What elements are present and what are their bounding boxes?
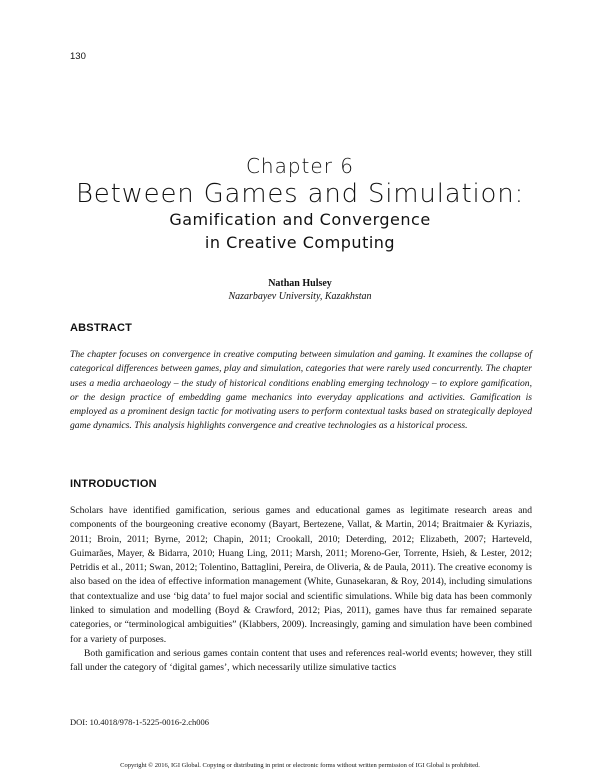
- chapter-title: Between Games and Simulation:: [75, 179, 525, 209]
- abstract-body: The chapter focuses on convergence in creative computing between simulation and gaming. It examines the collapse of categorical differences between games, play and simulation, categories that were rarely used concurrently. The chapter uses a media archaeology – the study of historical conditions enabling emerging technology – to explore gamification, or the design practice of embedding game mechanics into everyday applications and activities. Gamification is employed as a prominent design tactic for motivating users to perform contextual tasks based on strategically deployed game dynamics. This analysis highlights convergence and creative technologies as a historical process.: [70, 349, 532, 432]
- page-number: 130: [70, 51, 86, 62]
- doi: DOI: 10.4018/978-1-5225-0016-2.ch006: [70, 717, 210, 727]
- subtitle-line-1: Gamification and Convergence: [169, 210, 431, 229]
- abstract-heading: ABSTRACT: [70, 322, 133, 334]
- introduction-body: [70, 504, 532, 676]
- intro-paragraph-2: Both gamification and serious games contain content that uses and references real-world events; however, they still fall under the category of ‘digital games’, which necessarily utilize simulative tactics: [70, 647, 532, 674]
- subtitle-line-2: in Creative Computing: [204, 233, 396, 252]
- intro-paragraph-1: Scholars have identified gamification, serious games and educational games as legitimate research areas and components of the bourgeoning creative economy (Bayart, Bertezene, Vallat, & Martin, 2014; Braitmaier & Kyriazis, 2011; Broin, 2011; Byrne, 2012; Chapin, 2011; Crookall, 2010; Deterding, 2012; Elizabeth, 2007; Harteveld, Guimarães, Mayer, & Bidarra, 2010; Huang Ling, 2011; Marsh, 2011; Moreno-Ger, Torrente, Hsieh, & Lester, 2012; Petridis et al., 2011; Swan, 2012; Tolentino, Battaglini, Pereira, de Oliveria, & de Paula, 2011). The creative economy is also based on the idea of effective information management (White, Gunasekaran, & Roy, 2014), including simulations that contextualize and use ‘big data’ to fuel major social and scientific simulations. While big data has been commonly linked to simulation and modelling (Boyd & Crawford, 2012; Pias, 2011), games have thus far remained separate categories, or “terminological ambiguities” (Klabbers, 2009). Increasingly, gaming and simulation have been combined for a variety of purposes.: [70, 505, 532, 645]
- chapter-subtitle: [0, 208, 600, 254]
- chapter-label: Chapter 6: [245, 154, 355, 178]
- copyright-notice: Copyright © 2016, IGI Global. Copying or distributing in print or electronic forms without written permission of IGI Global is prohibited.: [120, 762, 480, 769]
- author-affiliation: Nazarbayev University, Kazakhstan: [228, 291, 372, 302]
- introduction-heading: INTRODUCTION: [70, 478, 157, 490]
- author-name: Nathan Hulsey: [268, 278, 332, 289]
